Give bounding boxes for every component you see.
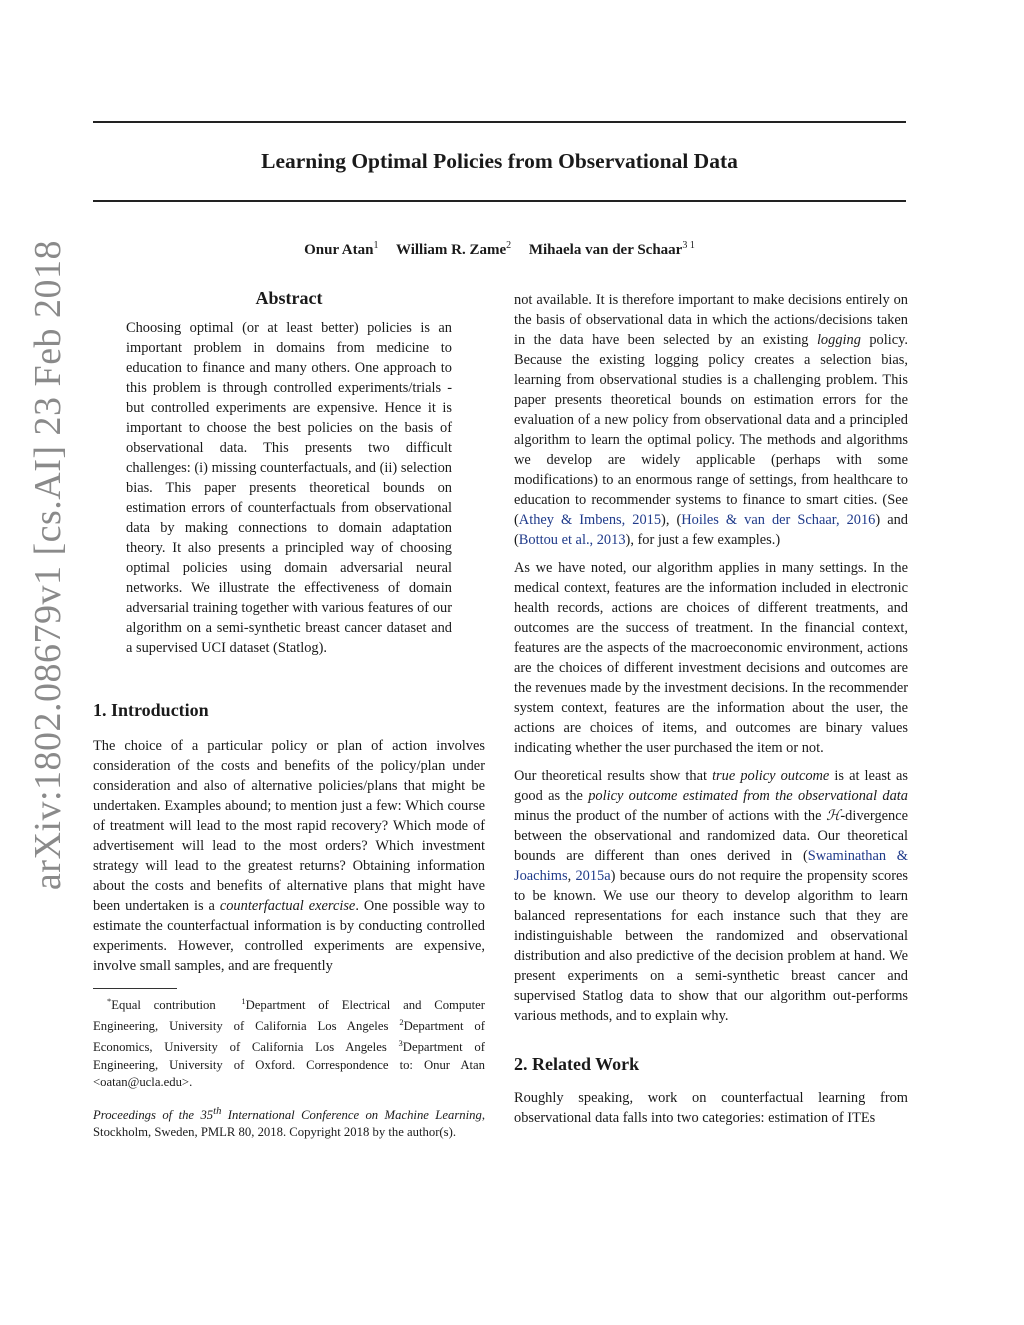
citation-link[interactable]: Swaminathan & Joachims bbox=[514, 848, 908, 884]
body-paragraph: Roughly speaking, work on counterfactual learning from observational data falls into two categories: estimation of ITEs bbox=[514, 1090, 908, 1126]
right-column bbox=[514, 290, 908, 1128]
introduction-heading: 1. Introduction bbox=[93, 700, 209, 720]
abstract-heading: Abstract bbox=[255, 288, 323, 308]
title-bottom-rule bbox=[93, 200, 906, 202]
citation-link[interactable]: Bottou et al., 2013 bbox=[518, 532, 626, 548]
body-paragraph: not available. It is therefore important to make decisions entirely on the basis of observational data in which the actions/decisions taken in the data have been selected by an existing logging policy. Because the existing logging policy creates a selection bias, learning from observational studies is a challenging problem. This paper presents theoretical bounds on estimation errors for the evaluation of a new policy from observational data and a principled algorithm to learn the optimal policy. The methods and algorithms we develop are widely applicable (perhaps with some modifications) to an enormous range of settings, from healthcare to education to recommender systems to finance to smart cities. (See (Athey & Imbens, 2015), (Hoiles & van der Schaar, 2016) and (Bottou et al., 2013), for just a few examples.) bbox=[514, 292, 909, 548]
introduction-paragraph: The choice of a particular policy or plan of action involves consideration of the costs and benefits of the policy/plan under consideration and also of alternative policies/plans that might be undertaken. Examples abound; to mention just a few: Which course of treatment will lead to the most rapid recovery? Which mode of advertisement will lead to the most orders? Which investment strategy will lead to the greatest returns? Obtaining information about the costs and benefits of alternative plans that might have been undertaken is a counterfactual exercise. One possible way to estimate the counterfactual information is by conducting controlled experiments. However, controlled experiments are expensive, involve small samples, and are frequently bbox=[93, 738, 485, 974]
paper-title: Learning Optimal Policies from Observational Data bbox=[261, 149, 738, 173]
emphasis: counterfactual exercise bbox=[219, 898, 356, 914]
affiliation-footnote: *Equal contribution $^1$Department of Electrical and Computer Engineering, University of California Los Angeles $^2$Department of Economics, University of California Los Angeles $^3$Department of Engineering, University of Oxford. Correspondence to: Onur Atan <oatan@ucla.edu>. bbox=[93, 996, 485, 1089]
body-paragraph: As we have noted, our algorithm applies in many settings. In the medical context, features are the information included in electronic health records, actions are choices of different treatments, and outcomes are the success of treatment. In the financial context, features are the aspects of the macroeconomic environment, actions are the choices of different investment decisions and outcomes are the revenues made by the investment decisions. In the recommender system context, features are the information about the user, the actions are choices of items, and outcomes are binary values indicating whether the user purchased the item or not. bbox=[514, 560, 908, 756]
emphasis: policy outcome estimated from the observational data bbox=[588, 788, 908, 804]
citation-link[interactable]: Hoiles & van der Schaar, 2016 bbox=[681, 512, 876, 528]
author-list bbox=[93, 236, 906, 260]
proceedings-note: Proceedings of the 35th International Conference on Machine Learning, Stockholm, Sweden, PMLR 80, 2018. Copyright 2018 by the author(s). bbox=[93, 1105, 485, 1139]
author-name: William R. Zame bbox=[395, 242, 507, 258]
emphasis: true policy outcome bbox=[712, 768, 830, 784]
author-name: Mihaela van der Schaar bbox=[528, 242, 683, 258]
author-affiliation: 2 bbox=[506, 240, 512, 251]
citation-link[interactable]: 2015a bbox=[575, 868, 611, 884]
author-name: Onur Atan bbox=[304, 242, 374, 258]
left-column bbox=[93, 286, 485, 1141]
related-work-heading: 2. Related Work bbox=[514, 1054, 640, 1074]
title-top-rule bbox=[93, 121, 906, 123]
arxiv-stamp: arXiv:1802.08679v1 [cs.AI] 23 Feb 2018 bbox=[27, 239, 69, 891]
emphasis: logging bbox=[816, 332, 861, 348]
author-affiliation: 3 1 bbox=[682, 240, 695, 251]
author-affiliation: 1 bbox=[373, 240, 379, 251]
footnote-rule bbox=[93, 988, 177, 989]
citation-link[interactable]: Athey & Imbens, 2015 bbox=[518, 512, 662, 528]
body-paragraph: Our theoretical results show that true policy outcome is at least as good as the policy outcome estimated from the observational data minus the product of the number of actions with the ℋ-divergence between the observational and randomized data. Our theoretical bounds are different than ones derived in (Swaminathan & Joachims, 2015a) because ours do not require the propensity scores to be known. We use our theory to develop algorithm to learn balanced representations for each instance such that they are indistinguishable between the randomized and observational distribution and also predictive of the decision problem at hand. We present experiments on a semi-synthetic breast cancer and supervised Statlog data to show that our algorithm out-performs various methods, and to explain why. bbox=[514, 768, 908, 1024]
abstract-text: Choosing optimal (or at least better) policies is an important problem in domains from medicine to education to finance and many others. One approach to this problem is through controlled experiments/trials - but controlled experiments are expensive. Hence it is important to choose the best policies on the basis of observational data. This presents two difficult challenges: (i) missing counterfactuals, and (ii) selection bias. This paper presents theoretical bounds on estimation errors of counterfactuals from observational data by making connections to domain adaptation theory. It also presents a principled way of choosing optimal policies using domain adversarial neural networks. We illustrate the effectiveness of domain adversarial training together with various features of our algorithm on a semi-synthetic breast cancer dataset and a supervised UCI dataset (Statlog). bbox=[126, 320, 452, 656]
math-symbol: ℋ bbox=[826, 808, 841, 824]
